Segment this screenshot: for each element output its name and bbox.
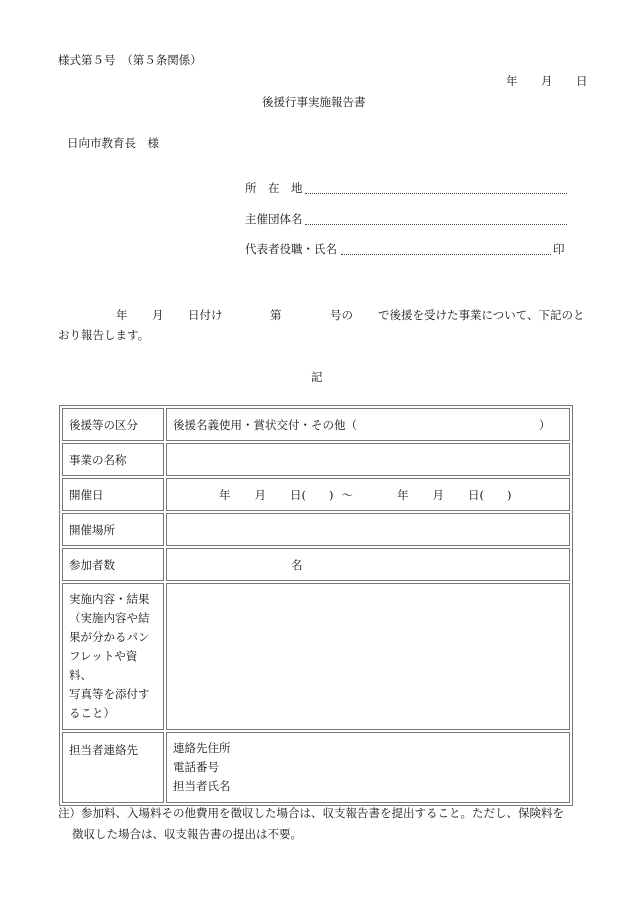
intro-month: 月 bbox=[152, 308, 164, 322]
results-label-line: ること） bbox=[69, 706, 115, 720]
report-table bbox=[59, 405, 573, 806]
contact-person-label: 担当者氏名 bbox=[173, 779, 231, 793]
contact-value[interactable] bbox=[166, 732, 570, 803]
table-row-event-name bbox=[62, 443, 570, 476]
tilde: ～ bbox=[341, 487, 353, 502]
note-line1: 注）参加料、入場料その他費用を徴収した場合は、収支報告書を提出すること。ただし、保険料を bbox=[58, 806, 564, 820]
table-row-results bbox=[62, 583, 570, 730]
start-month: 月 bbox=[254, 487, 266, 502]
category-label: 後援等の区分 bbox=[62, 408, 164, 441]
organizer-line[interactable] bbox=[305, 224, 567, 225]
category-value[interactable] bbox=[166, 408, 570, 441]
intro-gou: 号の bbox=[330, 308, 353, 322]
results-value[interactable] bbox=[166, 583, 570, 730]
venue-value[interactable] bbox=[166, 513, 570, 546]
organizer-label: 主催団体名 bbox=[245, 212, 303, 226]
document-title: 後援行事実施報告書 bbox=[262, 95, 366, 109]
contact-address-label: 連絡先住所 bbox=[173, 741, 231, 755]
results-label-line: フレットや資料、 bbox=[69, 649, 138, 682]
representative-label: 代表者役職・氏名 bbox=[245, 242, 337, 256]
contact-phone-label: 電話番号 bbox=[173, 760, 219, 774]
address-line[interactable] bbox=[305, 193, 567, 194]
form-number: 様式第５号 （第５条関係） bbox=[58, 53, 202, 67]
table-row-contact bbox=[62, 732, 570, 803]
date-year-label: 年 bbox=[506, 74, 518, 88]
intro-date-suffix: 日付け bbox=[188, 308, 223, 322]
venue-label: 開催場所 bbox=[62, 513, 164, 546]
representative-line[interactable] bbox=[341, 254, 551, 255]
table-row-venue bbox=[62, 513, 570, 546]
table-row-date bbox=[62, 478, 570, 511]
seal-mark: 印 bbox=[553, 242, 565, 256]
ki-heading: 記 bbox=[311, 370, 323, 384]
table-row-participants bbox=[62, 548, 570, 581]
intro-text-line2: おり報告します。 bbox=[58, 328, 150, 342]
results-label-line: 写真等を添付す bbox=[69, 687, 150, 701]
note-line2: 徴収した場合は、収支報告書の提出は不要。 bbox=[72, 827, 302, 841]
start-day: 日( ) bbox=[290, 487, 334, 502]
event-name-value[interactable] bbox=[166, 443, 570, 476]
results-label-line: 果が分かるパン bbox=[69, 630, 150, 644]
category-close-paren: ） bbox=[539, 417, 551, 432]
results-label-line: （実施内容や結 bbox=[69, 611, 150, 625]
intro-year: 年 bbox=[116, 308, 128, 322]
participants-label: 参加者数 bbox=[62, 548, 164, 581]
event-name-label: 事業の名称 bbox=[62, 443, 164, 476]
date-value[interactable] bbox=[166, 478, 570, 511]
participants-value[interactable] bbox=[166, 548, 570, 581]
end-year: 年 bbox=[396, 487, 409, 502]
end-day: 日( ) bbox=[467, 487, 512, 502]
participants-unit: 名 bbox=[291, 557, 303, 572]
intro-text-line1: で後援を受けた事業について、下記のと bbox=[378, 308, 585, 322]
date-label: 開催日 bbox=[62, 478, 164, 511]
date-month-label: 月 bbox=[541, 74, 553, 88]
contact-label: 担当者連絡先 bbox=[62, 732, 164, 803]
results-label-line: 実施内容・結果 bbox=[69, 592, 150, 606]
intro-dai: 第 bbox=[270, 308, 282, 322]
address-label: 所 在 地 bbox=[245, 181, 303, 195]
start-year: 年 bbox=[219, 487, 231, 502]
addressee: 日向市教育長 様 bbox=[67, 136, 159, 150]
results-label bbox=[62, 583, 164, 730]
category-options: 後援名義使用・賞状交付・その他（ bbox=[173, 417, 357, 432]
date-day-label: 日 bbox=[576, 74, 588, 88]
table-row-category bbox=[62, 408, 570, 441]
end-month: 月 bbox=[432, 487, 444, 502]
